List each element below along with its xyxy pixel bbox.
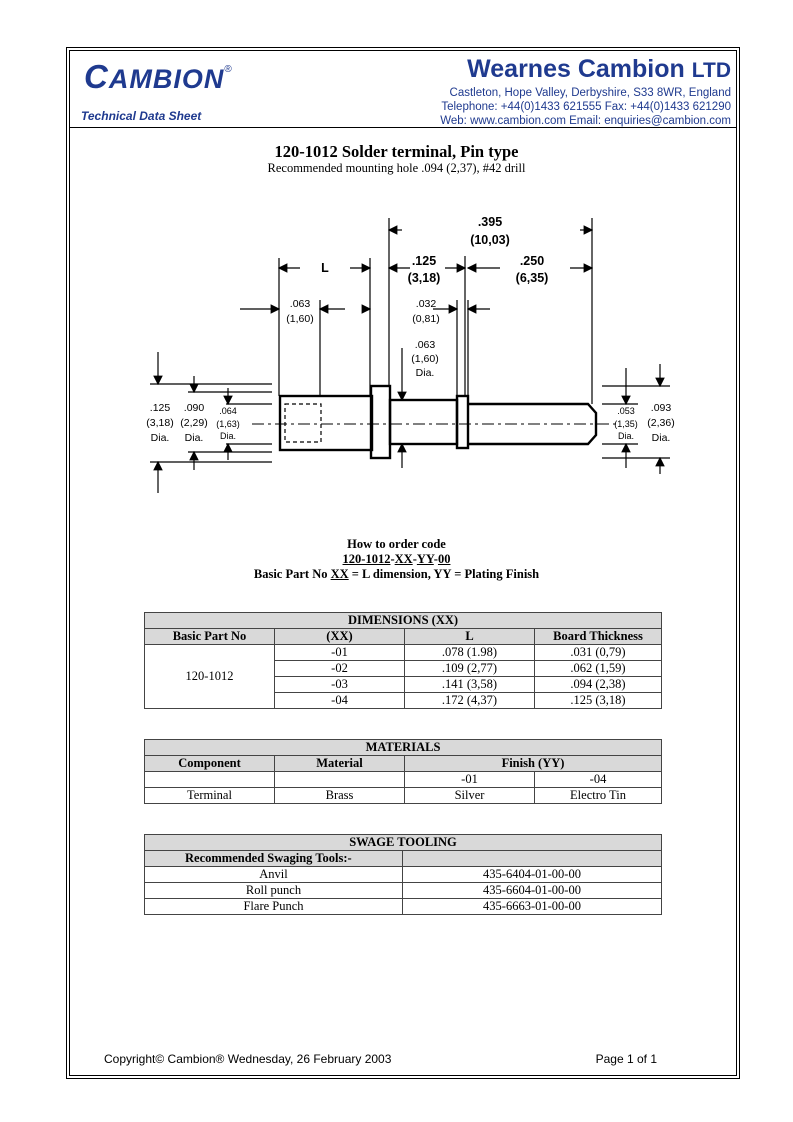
col-header: Basic Part No — [145, 629, 275, 645]
col-header: L — [405, 629, 535, 645]
table-row: -02 .109 (2,77) .062 (1,59) — [145, 661, 662, 677]
table-row: Flare Punch 435-6663-01-00-00 — [145, 899, 662, 915]
dimensions-table — [144, 612, 662, 709]
company-web[interactable]: Web: www.cambion.com Email: enquiries@cambion.com — [440, 115, 731, 127]
table-row: -04 .172 (4,37) .125 (3,18) — [145, 693, 662, 709]
table-row: Terminal Brass Silver Electro Tin — [145, 788, 662, 804]
terminal-drawing — [140, 208, 675, 498]
document-title: 120-1012 Solder terminal, Pin type — [274, 142, 519, 161]
dim-d2-in: .090 — [183, 402, 205, 414]
cambion-logo: CAMBION® — [84, 58, 233, 95]
dim-shank-mm: (1,60) — [411, 353, 439, 365]
dim-d4-note: Dia. — [617, 431, 635, 441]
document-type: Technical Data Sheet — [81, 109, 202, 123]
dim-overall-in: .395 — [477, 215, 503, 229]
dim-collar-mm: (0,81) — [412, 313, 440, 325]
dim-d3-note: Dia. — [219, 431, 237, 441]
table-row: -03 .141 (3,58) .094 (2,38) — [145, 677, 662, 693]
part-number: 120-1012 — [145, 645, 275, 709]
dim-d5-note: Dia. — [651, 432, 671, 444]
col-header: Material — [275, 756, 405, 772]
dim-d5-in: .093 — [650, 402, 672, 414]
tooling-heading: Recommended Swaging Tools:- — [145, 851, 403, 867]
tooling-caption: SWAGE TOOLING — [145, 835, 662, 851]
dim-overall-mm: (10,03) — [470, 233, 510, 247]
col-header: (XX) — [275, 629, 405, 645]
dim-d5-mm: (2,36) — [647, 417, 675, 429]
col-header: Finish (YY) — [405, 756, 662, 772]
company-block — [440, 54, 731, 128]
dimensions-caption: DIMENSIONS (XX) — [145, 613, 662, 629]
dim-head-mm: (3,18) — [407, 271, 441, 285]
dim-d1-in: .125 — [149, 402, 171, 414]
dim-hole-in: .063 — [289, 298, 311, 310]
dim-head-in: .125 — [411, 254, 437, 268]
table-row: 120-1012 -01 .078 (1.98) .031 (0,79) — [145, 645, 662, 661]
footer-copyright: Copyright© Cambion® Wednesday, 26 February 2003 — [104, 1052, 392, 1066]
table-row: Anvil 435-6404-01-00-00 — [145, 867, 662, 883]
dim-d1-note: Dia. — [150, 432, 170, 444]
order-code: 120-1012-XX-YY-00 — [342, 552, 451, 566]
dim-shank-in: .063 — [414, 339, 436, 351]
company-phone: Telephone: +44(0)1433 621555 Fax: +44(0)1433 621290 — [441, 101, 731, 113]
dim-d2-note: Dia. — [184, 432, 204, 444]
materials-caption: MATERIALS — [145, 740, 662, 756]
company-address: Castleton, Hope Valley, Derbyshire, S33 8WR, England — [449, 87, 731, 99]
dim-d4-mm: (1,35) — [614, 419, 638, 429]
dim-shank-note: Dia. — [415, 367, 435, 379]
dim-d1-mm: (3,18) — [146, 417, 174, 429]
document-subtitle: Recommended mounting hole .094 (2,37), #42 drill — [267, 161, 526, 175]
table-row: -01 -04 — [145, 772, 662, 788]
dim-d3-mm: (1,63) — [216, 419, 240, 429]
dim-tail-in: .250 — [519, 254, 545, 268]
table-row: Roll punch 435-6604-01-00-00 — [145, 883, 662, 899]
col-header: Component — [145, 756, 275, 772]
dim-d4-in: .053 — [617, 406, 635, 416]
dim-hole-mm: (1,60) — [286, 313, 314, 325]
dim-d2-mm: (2,29) — [180, 417, 208, 429]
tooling-table — [144, 834, 662, 915]
dim-tail-mm: (6,35) — [515, 271, 549, 285]
dim-collar-in: .032 — [415, 298, 437, 310]
col-header: Board Thickness — [535, 629, 662, 645]
dim-d3-in: .064 — [219, 406, 237, 416]
order-heading: How to order code — [347, 537, 446, 551]
order-legend: Basic Part No XX = L dimension, YY = Plating Finish — [253, 567, 540, 581]
footer-page-number: Page 1 of 1 — [595, 1052, 657, 1066]
dim-l-label: L — [321, 261, 329, 275]
materials-table — [144, 739, 662, 804]
company-name: Wearnes Cambion LTD — [467, 55, 731, 83]
